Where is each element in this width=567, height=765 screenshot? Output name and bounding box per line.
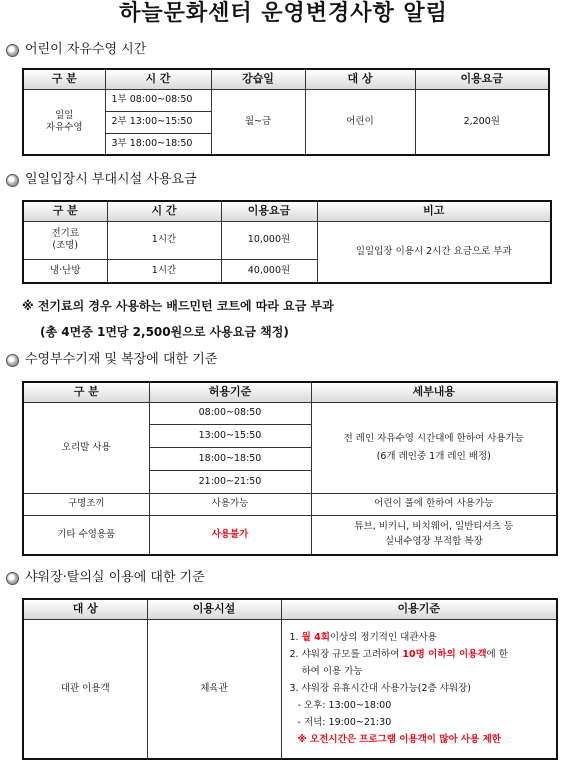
criteria-item-3a: - 오후: 13:00~18:00 — [297, 700, 392, 712]
col-header: 구 분 — [23, 382, 149, 402]
col-header: 구 분 — [23, 201, 107, 221]
time-cell: 18:00~18:50 — [149, 447, 311, 470]
time-cell: 08:00~08:50 — [149, 402, 311, 424]
time-cell: 13:00~15:50 — [149, 424, 311, 447]
criteria-cell — [281, 619, 557, 759]
days-cell: 월~금 — [211, 89, 305, 155]
col-header: 이용기준 — [281, 599, 557, 619]
category-cell: 일일 자유수영 — [23, 89, 105, 155]
time-cell: 21:00~21:50 — [149, 470, 311, 493]
target-cell: 대관 이용객 — [23, 619, 147, 759]
col-header: 강습일 — [211, 69, 305, 89]
section-heading-shower-room: 샤워장·탈의실 이용에 대한 기준 — [6, 570, 205, 586]
swim-gear-table — [22, 381, 558, 556]
category-cell: 기타 수영용품 — [23, 515, 149, 555]
time-cell: 3부 18:00~18:50 — [105, 133, 211, 155]
criteria-warning: ※ 오전시간은 프로그램 이용객이 많아 사용 제한 — [297, 734, 501, 746]
time-cell: 1부 08:00~08:50 — [105, 89, 211, 111]
detail-cell: 전 레인 자유수영 시간대에 한하여 사용가능 (6개 레인중 1개 레인 배정) — [311, 402, 557, 493]
note-line-1: ※ 전기료의 경우 사용하는 배드민턴 코트에 따라 요금 부과 — [22, 299, 334, 313]
fee-cell: 10,000원 — [221, 221, 317, 259]
kids-swim-table — [22, 68, 550, 156]
allowed-cell: 사용불가 — [149, 515, 311, 555]
facility-fee-table — [22, 200, 552, 284]
bullet-icon — [6, 174, 19, 187]
fee-cell: 40,000원 — [221, 259, 317, 283]
time-cell: 2부 13:00~15:50 — [105, 111, 211, 133]
fee-cell: 2,200원 — [415, 89, 549, 155]
section-heading-facility-fees: 일일입장시 부대시설 사용요금 — [6, 172, 197, 188]
shower-room-table — [22, 598, 558, 760]
col-header: 대 상 — [23, 599, 147, 619]
remark-cell: 일일입장 이용시 2시간 요금으로 부과 — [317, 221, 551, 283]
category-cell: 오리발 사용 — [23, 402, 149, 493]
criteria-item-3b: - 저녁: 19:00~21:30 — [297, 717, 392, 729]
col-header: 비고 — [317, 201, 551, 221]
category-cell: 전기료 (조명) — [23, 221, 107, 259]
col-header: 이용요금 — [221, 201, 317, 221]
criteria-item-1: 1. 월 4회이상의 정기적인 대관사용 — [289, 632, 437, 644]
page-title: 하늘문화센터 운영변경사항 알림 — [119, 1, 448, 26]
criteria-item-3: 3. 샤워장 유휴시간대 사용가능(2층 샤워장) — [289, 683, 471, 695]
criteria-item-2-cont: 하여 이용 가능 — [301, 666, 363, 678]
target-cell: 어린이 — [305, 89, 415, 155]
category-cell: 냉·난방 — [23, 259, 107, 283]
bullet-icon — [6, 44, 19, 57]
detail-cell: 어린이 풀에 한하여 사용가능 — [311, 493, 557, 515]
detail-cell: 튜브, 비키니, 비치웨어, 일반티셔츠 등 실내수영장 부적합 복장 — [311, 515, 557, 555]
section-heading-kids-swim: 어린이 자유수영 시간 — [6, 42, 146, 58]
section-heading-swim-gear: 수영부수기재 및 복장에 대한 기준 — [6, 352, 217, 368]
facility-cell: 체육관 — [147, 619, 281, 759]
col-header: 시 간 — [107, 201, 221, 221]
col-header: 허용기준 — [149, 382, 311, 402]
col-header: 이용시설 — [147, 599, 281, 619]
time-cell: 1시간 — [107, 259, 221, 283]
col-header: 세부내용 — [311, 382, 557, 402]
time-cell: 1시간 — [107, 221, 221, 259]
col-header: 구 분 — [23, 69, 105, 89]
category-cell: 구명조끼 — [23, 493, 149, 515]
allowed-cell: 사용가능 — [149, 493, 311, 515]
col-header: 시 간 — [105, 69, 211, 89]
col-header: 대 상 — [305, 69, 415, 89]
col-header: 이용요금 — [415, 69, 549, 89]
note-line-2: (총 4면중 1면당 2,500원으로 사용요금 책정) — [40, 325, 289, 339]
bullet-icon — [6, 572, 19, 585]
bullet-icon — [6, 354, 19, 367]
criteria-item-2: 2. 샤워장 규모를 고려하여 10명 이하의 이용객에 한 — [289, 649, 508, 661]
